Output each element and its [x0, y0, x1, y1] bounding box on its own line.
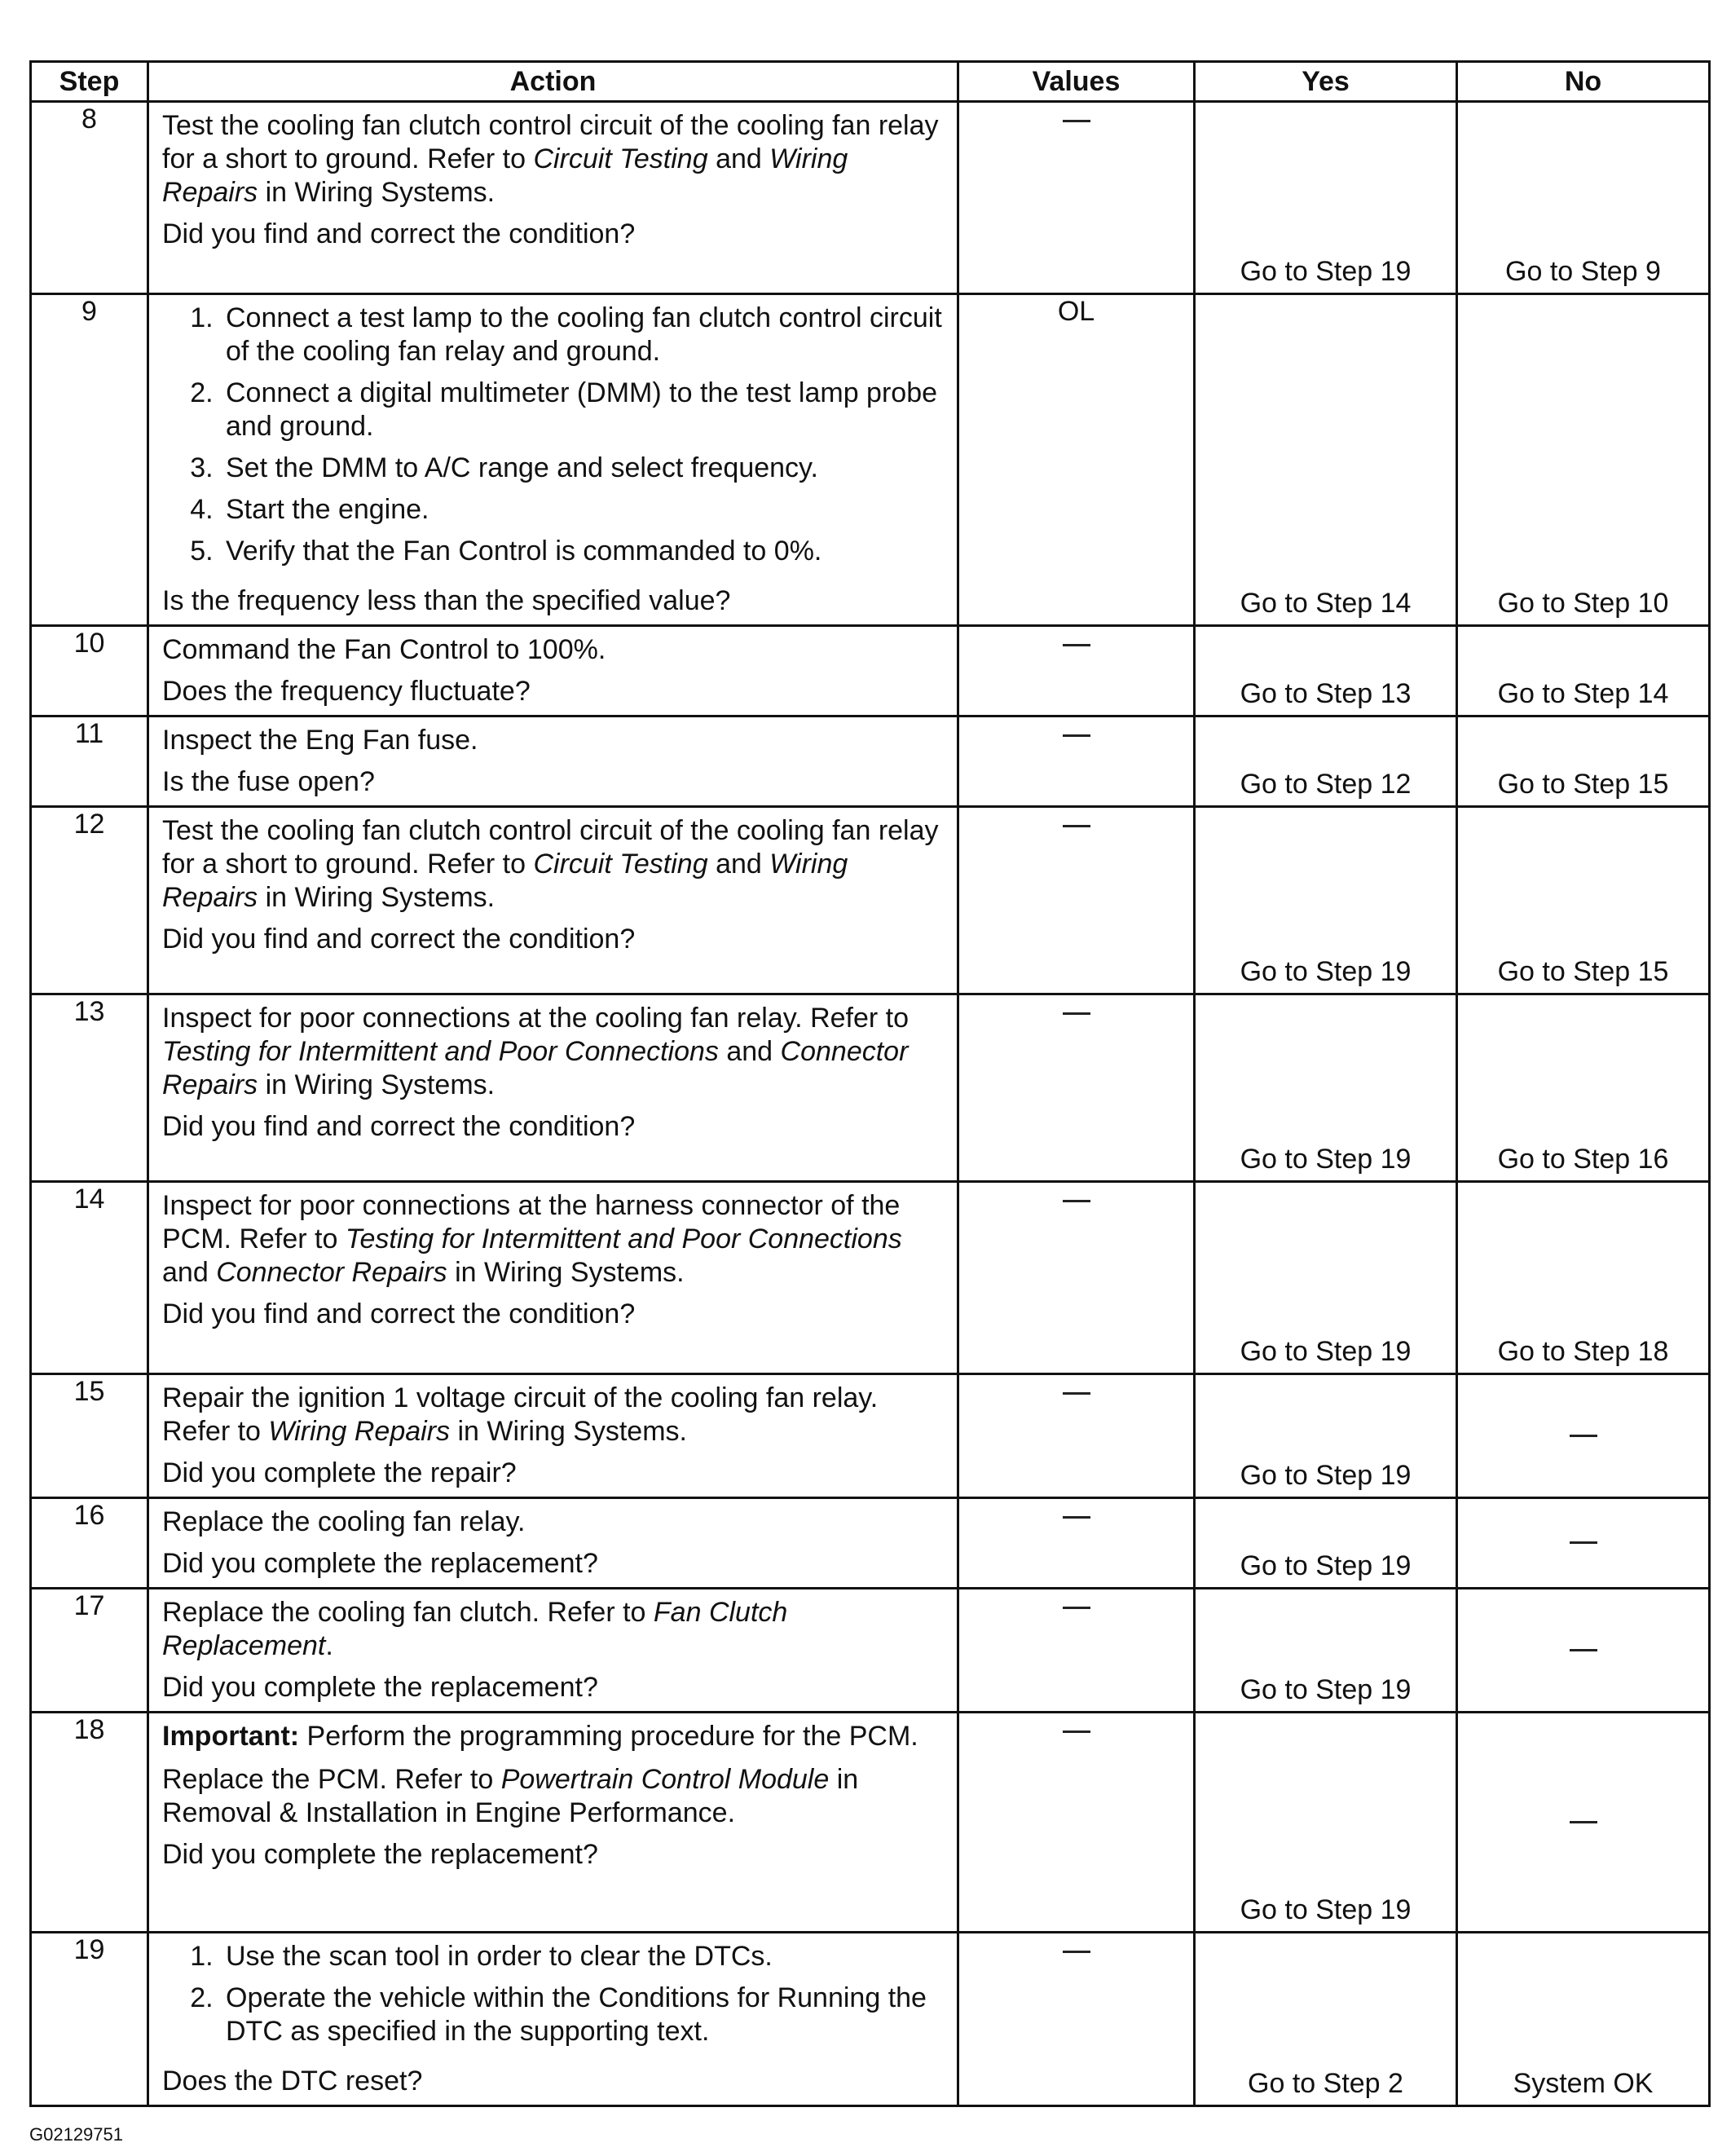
action-text: and [707, 143, 770, 174]
no-outcome [1458, 1144, 1708, 1175]
no-cell [1457, 1374, 1710, 1498]
value-cell [958, 1713, 1195, 1933]
value-cell [958, 1933, 1195, 2106]
yes-cell [1195, 1713, 1457, 1933]
dash-mark [1570, 1435, 1597, 1437]
procedure-step: 2. Connect a digital multimeter (DMM) to the test lamp probe and ground. [221, 377, 949, 443]
col-header-values: Values [958, 62, 1195, 102]
value-cell [958, 294, 1195, 626]
action-question: Did you complete the replacement? [162, 1839, 598, 1870]
dash-mark [1063, 1516, 1090, 1519]
action-text: in Wiring Systems. [258, 1069, 496, 1100]
no-cell [1457, 994, 1710, 1182]
yes-outcome [1196, 1550, 1456, 1582]
action-text: in Wiring Systems. [450, 1416, 687, 1447]
yes-outcome [1196, 769, 1456, 800]
action-text: Command the Fan Control to 100%. [162, 634, 606, 665]
action-cell [148, 994, 958, 1182]
value-text: Go to Step 19 [1240, 956, 1412, 987]
action-body [162, 302, 949, 576]
action-paragraph [162, 1002, 949, 1102]
no-outcome [1458, 2068, 1708, 2100]
step-number: 10 [31, 626, 148, 716]
action-paragraph [162, 1596, 949, 1663]
action-question: Does the DTC reset? [162, 2066, 423, 2096]
no-cell [1457, 294, 1710, 626]
table-row [31, 716, 1710, 807]
reference-text: Wiring Repairs [162, 849, 848, 913]
yes-outcome [1196, 1894, 1456, 1926]
dash-mark [1063, 1607, 1090, 1609]
value-text: Go to Step 16 [1497, 1144, 1669, 1175]
action-body [162, 1506, 949, 1539]
value-text: Go to Step 19 [1240, 1336, 1412, 1367]
action-body [162, 814, 949, 915]
dash-mark [1063, 644, 1090, 646]
action-cell [148, 1713, 958, 1933]
no-cell [1457, 1589, 1710, 1713]
action-question: Did you find and correct the condition? [162, 218, 636, 249]
value-text: Go to Step 19 [1240, 1460, 1412, 1491]
step-number: 16 [31, 1498, 148, 1589]
action-text: Replace the PCM. Refer to [162, 1764, 501, 1795]
reference-text: Connector Repairs [162, 1036, 909, 1100]
no-cell [1457, 1182, 1710, 1374]
step-number: 9 [31, 294, 148, 626]
step-number: 17 [31, 1589, 148, 1713]
header-row [31, 62, 1710, 102]
col-header-action: Action [148, 62, 958, 102]
table-body [31, 102, 1710, 2106]
action-question: Did you find and correct the condition? [162, 924, 636, 955]
value-text: Go to Step 19 [1240, 1550, 1412, 1581]
action-body [162, 724, 949, 757]
action-text: Repair the ignition 1 voltage circuit of the cooling fan relay. Refer to [162, 1382, 879, 1447]
value-text: Go to Step 10 [1497, 588, 1669, 619]
value-text: Go to Step 18 [1497, 1336, 1669, 1367]
procedure-step: 5. Verify that the Fan Control is commanded to 0%. [221, 535, 949, 568]
dash-mark [1570, 1649, 1597, 1651]
no-cell [1457, 626, 1710, 716]
step-number: 15 [31, 1374, 148, 1498]
table-row [31, 1713, 1710, 1933]
value-text: Go to Step 15 [1497, 769, 1669, 800]
yes-cell [1195, 294, 1457, 626]
table-row [31, 1182, 1710, 1374]
action-question: Is the frequency less than the specified value? [162, 585, 731, 616]
yes-outcome [1196, 1460, 1456, 1492]
important-label: Important: [162, 1721, 300, 1752]
reference-text: Wiring Repairs [268, 1416, 451, 1447]
action-paragraph [162, 633, 949, 667]
action-text: Inspect the Eng Fan fuse. [162, 725, 478, 756]
step-number: 8 [31, 102, 148, 294]
value-text: Go to Step 19 [1240, 1894, 1412, 1925]
figure-id: G02129751 [29, 2124, 123, 2145]
value-text: Go to Step 12 [1240, 769, 1412, 800]
action-text: Inspect for poor connections at the harness connector of the PCM. Refer to [162, 1190, 901, 1254]
action-question: Did you find and correct the condition? [162, 1298, 636, 1329]
action-cell [148, 1933, 958, 2106]
col-header-step: Step [31, 62, 148, 102]
table-row [31, 1374, 1710, 1498]
dash-mark [1063, 120, 1090, 122]
no-cell [1457, 807, 1710, 994]
yes-cell [1195, 102, 1457, 294]
step-number: 12 [31, 807, 148, 994]
reference-text: Powertrain Control Module [500, 1764, 830, 1795]
action-cell [148, 626, 958, 716]
action-paragraph [162, 814, 949, 915]
dash-mark [1063, 825, 1090, 827]
value-cell [958, 994, 1195, 1182]
value-cell [958, 102, 1195, 294]
table-row [31, 1933, 1710, 2106]
yes-outcome [1196, 1674, 1456, 1706]
yes-cell [1195, 1498, 1457, 1589]
dash-mark [1063, 1731, 1090, 1733]
yes-cell [1195, 994, 1457, 1182]
value-cell [958, 1498, 1195, 1589]
yes-outcome [1196, 1336, 1456, 1368]
yes-cell [1195, 716, 1457, 807]
value-text: Go to Step 9 [1505, 256, 1661, 287]
action-text: in Removal & Installation in Engine Performance. [162, 1764, 859, 1828]
yes-cell [1195, 1182, 1457, 1374]
procedure-step: 2. Operate the vehicle within the Conditions for Running the DTC as specified in the supporting text. [221, 1982, 949, 2048]
value-text: Go to Step 14 [1240, 588, 1412, 619]
yes-outcome [1196, 256, 1456, 288]
procedure-step: 1. Use the scan tool in order to clear the DTCs. [221, 1940, 949, 1973]
step-number: 18 [31, 1713, 148, 1933]
action-cell [148, 294, 958, 626]
yes-cell [1195, 626, 1457, 716]
action-question: Does the frequency fluctuate? [162, 676, 531, 707]
no-cell [1457, 1713, 1710, 1933]
action-body [162, 1596, 949, 1663]
reference-text: Circuit Testing [533, 849, 708, 880]
yes-cell [1195, 1933, 1457, 2106]
action-body [162, 1002, 949, 1102]
action-cell [148, 807, 958, 994]
value-text: Go to Step 19 [1240, 1674, 1412, 1705]
value-cell [958, 716, 1195, 807]
no-cell [1457, 1933, 1710, 2106]
action-text: . [325, 1630, 333, 1661]
no-cell [1457, 716, 1710, 807]
dash-mark [1063, 1951, 1090, 1953]
value-text: Go to Step 14 [1497, 678, 1669, 709]
dash-mark [1063, 1012, 1090, 1015]
action-body [162, 109, 949, 209]
no-outcome [1458, 256, 1708, 288]
dash-mark [1063, 1200, 1090, 1202]
value-cell [958, 626, 1195, 716]
step-number: 19 [31, 1933, 148, 2106]
action-cell [148, 1498, 958, 1589]
reference-text: Wiring Repairs [162, 143, 848, 208]
table-row [31, 1498, 1710, 1589]
reference-text: Testing for Intermittent and Poor Connections [162, 1036, 719, 1067]
action-body [162, 1940, 949, 2057]
action-text: and [718, 1036, 781, 1067]
value-text: OL [1057, 296, 1095, 327]
action-text: Test the cooling fan clutch control circuit of the cooling fan relay for a short to ground. Refer to [162, 110, 939, 174]
yes-cell [1195, 1589, 1457, 1713]
col-header-no: No [1457, 62, 1710, 102]
action-cell [148, 1182, 958, 1374]
procedure-step: 4. Start the engine. [221, 493, 949, 527]
step-number: 11 [31, 716, 148, 807]
no-outcome [1458, 678, 1708, 710]
value-text: Go to Step 13 [1240, 678, 1412, 709]
value-text: Go to Step 19 [1240, 1144, 1412, 1175]
action-paragraph [162, 1382, 949, 1448]
action-text: Inspect for poor connections at the cooling fan relay. Refer to [162, 1003, 910, 1034]
value-text: Go to Step 2 [1248, 2068, 1403, 2099]
action-text: Perform the programming procedure for the PCM. [299, 1721, 918, 1752]
dash-mark [1570, 1821, 1597, 1823]
no-cell [1457, 1498, 1710, 1589]
action-cell [148, 1374, 958, 1498]
action-paragraph [162, 1506, 949, 1539]
col-header-yes: Yes [1195, 62, 1457, 102]
action-text: and [707, 849, 770, 880]
action-cell [148, 1589, 958, 1713]
table-row [31, 102, 1710, 294]
action-text: in Wiring Systems. [447, 1257, 685, 1288]
step-number: 13 [31, 994, 148, 1182]
action-text: Replace the cooling fan clutch. Refer to [162, 1597, 654, 1628]
action-question: Did you complete the replacement? [162, 1672, 598, 1703]
action-body [162, 633, 949, 667]
action-cell [148, 102, 958, 294]
yes-cell [1195, 1374, 1457, 1498]
value-cell [958, 807, 1195, 994]
yes-outcome [1196, 1144, 1456, 1175]
action-paragraph [162, 1763, 949, 1830]
action-question: Did you find and correct the condition? [162, 1111, 636, 1142]
diagnostic-table [29, 60, 1711, 2107]
reference-text: Connector Repairs [216, 1257, 447, 1288]
action-text: and [162, 1257, 217, 1288]
action-text: Replace the cooling fan relay. [162, 1506, 526, 1537]
action-paragraph [162, 724, 949, 757]
action-paragraph [162, 1720, 949, 1753]
table-row [31, 294, 1710, 626]
reference-text: Testing for Intermittent and Poor Connections [345, 1223, 902, 1254]
procedure-steps [162, 1940, 949, 2048]
no-outcome [1458, 769, 1708, 800]
value-text: Go to Step 19 [1240, 256, 1412, 287]
procedure-steps [162, 302, 949, 568]
dash-mark [1063, 1392, 1090, 1395]
reference-text: Circuit Testing [533, 143, 708, 174]
table-row [31, 626, 1710, 716]
value-text: Go to Step 15 [1497, 956, 1669, 987]
procedure-step: 3. Set the DMM to A/C range and select frequency. [221, 452, 949, 485]
no-cell [1457, 102, 1710, 294]
step-number: 14 [31, 1182, 148, 1374]
yes-cell [1195, 807, 1457, 994]
value-text: System OK [1513, 2068, 1654, 2099]
yes-outcome [1196, 588, 1456, 619]
action-question: Did you complete the repair? [162, 1457, 517, 1488]
table-row [31, 1589, 1710, 1713]
value-cell [958, 1374, 1195, 1498]
table-row [31, 994, 1710, 1182]
action-question: Is the fuse open? [162, 766, 375, 797]
no-outcome [1458, 588, 1708, 619]
procedure-step: 1. Connect a test lamp to the cooling fan clutch control circuit of the cooling fan relay and ground. [221, 302, 949, 368]
action-paragraph [162, 1189, 949, 1290]
no-outcome [1458, 956, 1708, 988]
value-cell [958, 1589, 1195, 1713]
action-text: Test the cooling fan clutch control circuit of the cooling fan relay for a short to ground. Refer to [162, 815, 939, 880]
yes-outcome [1196, 678, 1456, 710]
dash-mark [1570, 1541, 1597, 1544]
action-body [162, 1382, 949, 1448]
no-outcome [1458, 1336, 1708, 1368]
dash-mark [1063, 734, 1090, 737]
action-text: in Wiring Systems. [258, 177, 496, 208]
action-cell [148, 716, 958, 807]
action-body [162, 1720, 949, 1830]
table-row [31, 807, 1710, 994]
value-cell [958, 1182, 1195, 1374]
yes-outcome [1196, 2068, 1456, 2100]
action-paragraph [162, 109, 949, 209]
action-question: Did you complete the replacement? [162, 1548, 598, 1579]
reference-text: Fan Clutch Replacement [162, 1597, 788, 1661]
action-text: in Wiring Systems. [258, 882, 496, 913]
action-body [162, 1189, 949, 1290]
yes-outcome [1196, 956, 1456, 988]
